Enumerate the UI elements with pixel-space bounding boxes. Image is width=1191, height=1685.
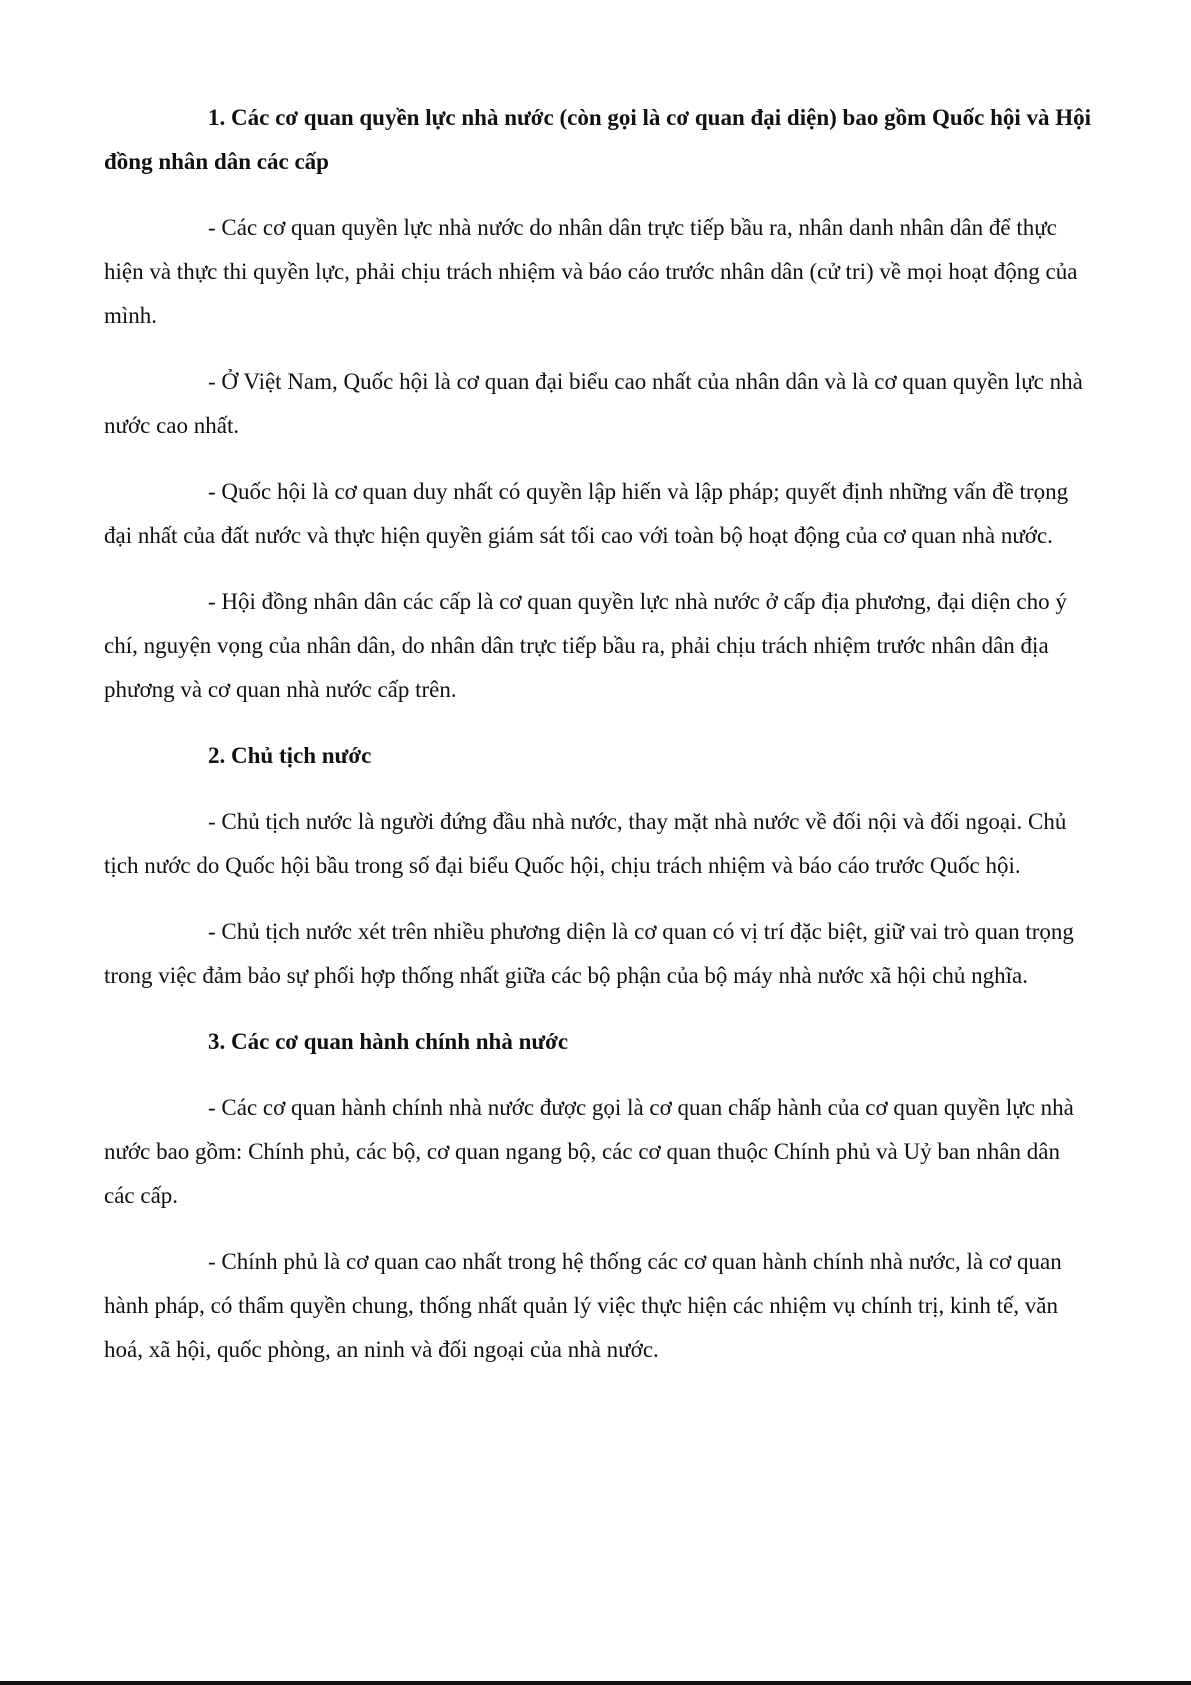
page-bottom-border [0, 1681, 1191, 1685]
paragraph: - Ở Việt Nam, Quốc hội là cơ quan đại biểu cao nhất của nhân dân và là cơ quan quyền lực nhà nước cao nhất. [104, 369, 1083, 438]
section-heading-1: 1. Các cơ quan quyền lực nhà nước (còn gọi là cơ quan đại diện) bao gồm Quốc hội và Hội đồng nhân dân các cấp [104, 105, 1092, 174]
paragraph: - Các cơ quan quyền lực nhà nước do nhân dân trực tiếp bầu ra, nhân danh nhân dân để thực hiện và thực thi quyền lực, phải chịu trách nhiệm và báo cáo trước nhân dân (cử tri) về mọi hoạt động của mình. [104, 215, 1078, 328]
paragraph: - Chủ tịch nước xét trên nhiều phương diện là cơ quan có vị trí đặc biệt, giữ vai trò quan trọng trong việc đảm bảo sự phối hợp thống nhất giữa các bộ phận của bộ máy nhà nước xã hội chủ nghĩa. [104, 919, 1074, 988]
section-heading-3: 3. Các cơ quan hành chính nhà nước [208, 1029, 569, 1054]
section-heading-2: 2. Chủ tịch nước [208, 743, 372, 768]
paragraph: - Các cơ quan hành chính nhà nước được gọi là cơ quan chấp hành của cơ quan quyền lực nhà nước bao gồm: Chính phủ, các bộ, cơ quan ngang bộ, các cơ quan thuộc Chính phủ và Uỷ ban nhân dân các cấp. [104, 1095, 1074, 1208]
document-page [104, 96, 1094, 1394]
paragraph: - Hội đồng nhân dân các cấp là cơ quan quyền lực nhà nước ở cấp địa phương, đại diện cho ý chí, nguyện vọng của nhân dân, do nhân dân trực tiếp bầu ra, phải chịu trách nhiệm trước nhân dân địa phương và cơ quan nhà nước cấp trên. [104, 589, 1067, 702]
paragraph: - Chủ tịch nước là người đứng đầu nhà nước, thay mặt nhà nước về đối nội và đối ngoại. Chủ tịch nước do Quốc hội bầu trong số đại biểu Quốc hội, chịu trách nhiệm và báo cáo trước Quốc hội. [104, 809, 1067, 878]
paragraph: - Quốc hội là cơ quan duy nhất có quyền lập hiến và lập pháp; quyết định những vấn đề trọng đại nhất của đất nước và thực hiện quyền giám sát tối cao với toàn bộ hoạt động của cơ quan nhà nước. [104, 479, 1069, 548]
paragraph: - Chính phủ là cơ quan cao nhất trong hệ thống các cơ quan hành chính nhà nước, là cơ quan hành pháp, có thẩm quyền chung, thống nhất quản lý việc thực hiện các nhiệm vụ chính trị, kinh tế, văn hoá, xã hội, quốc phòng, an ninh và đối ngoại của nhà nước. [104, 1249, 1062, 1362]
